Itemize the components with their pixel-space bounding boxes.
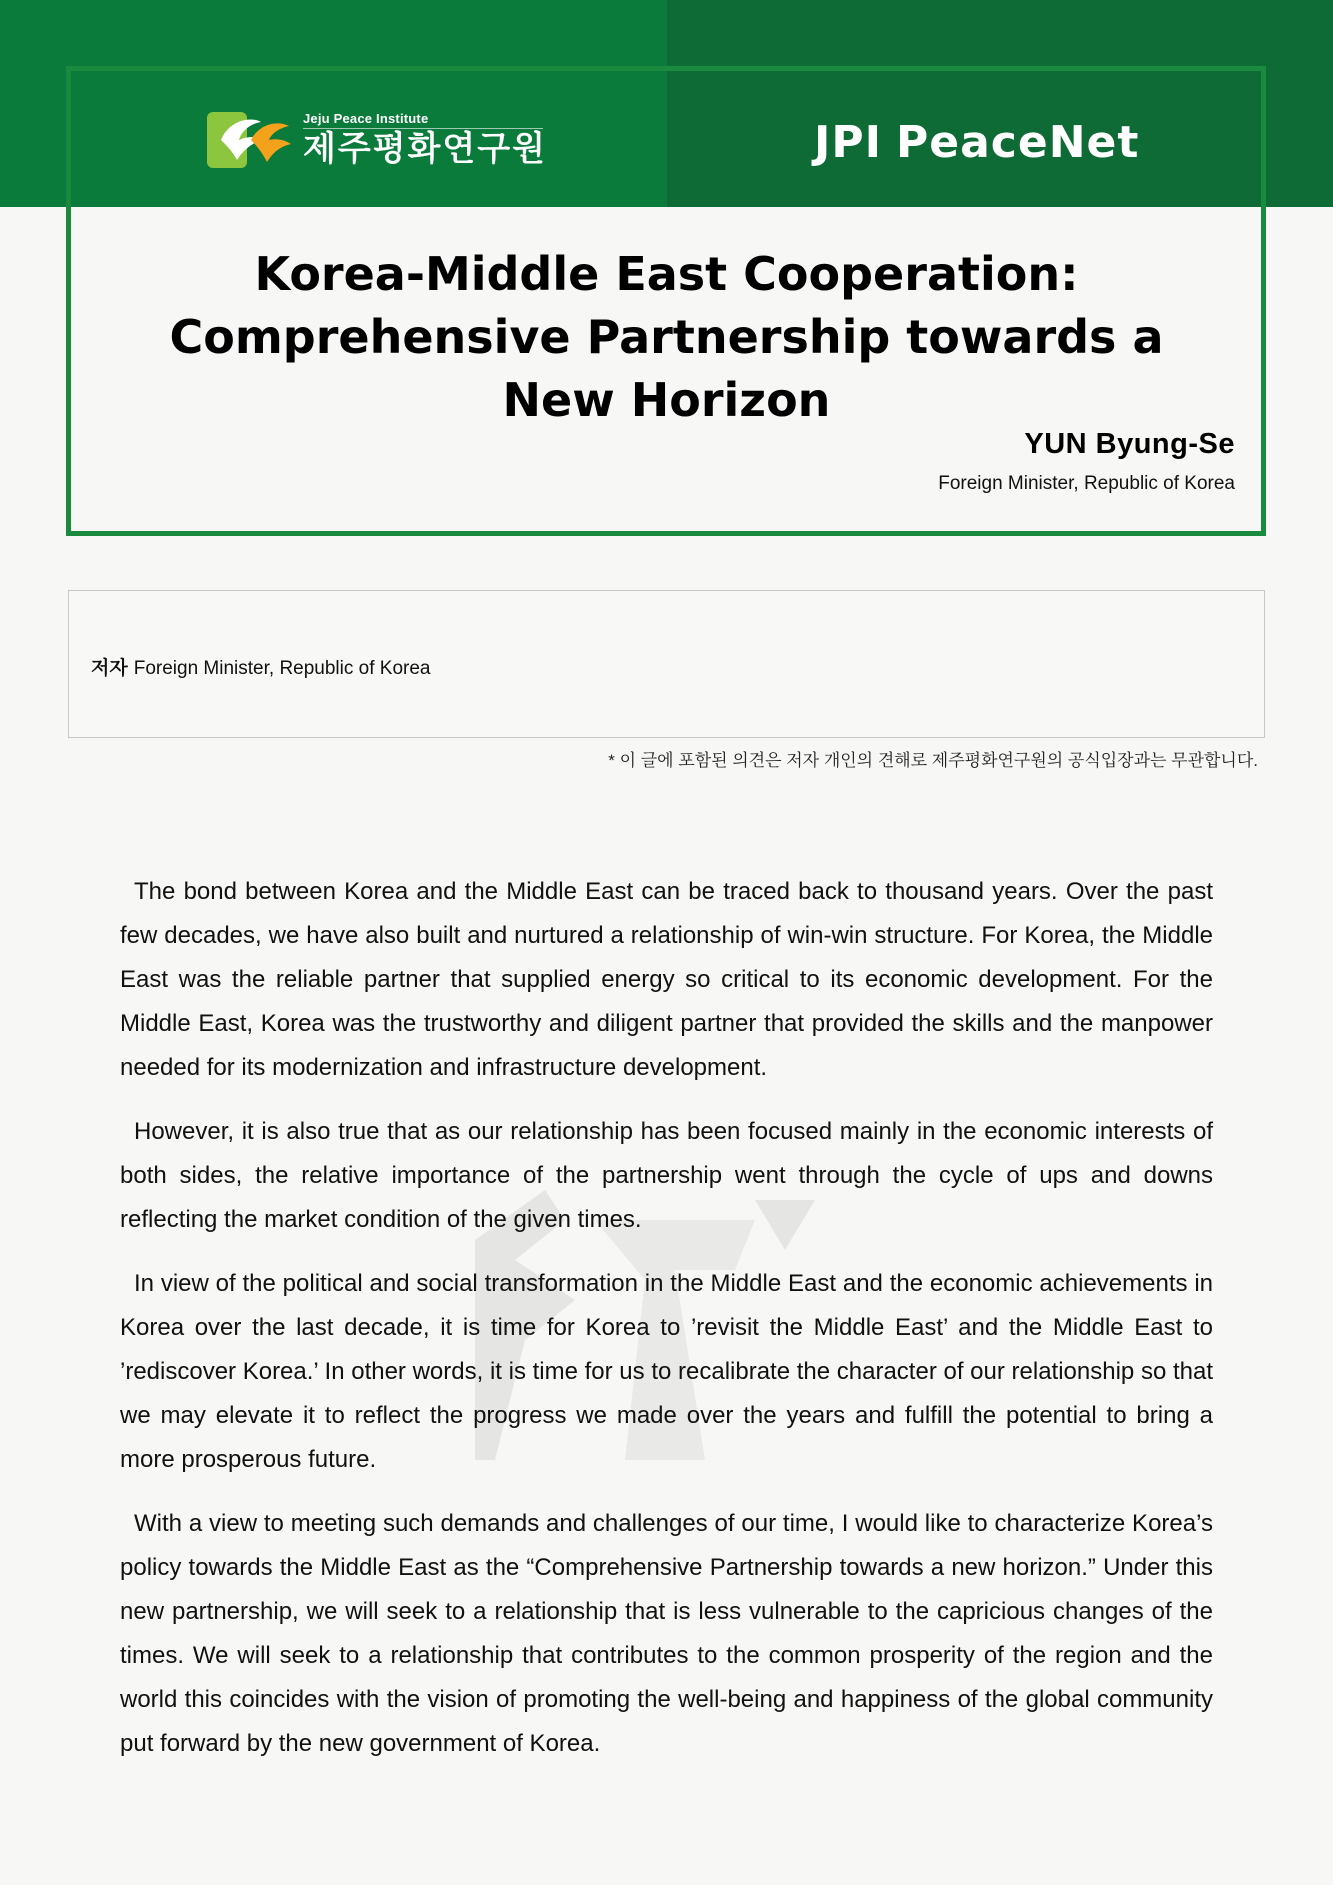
author-info-box [68, 590, 1265, 738]
jeju-peace-institute-logo [207, 110, 547, 170]
peacenet-wordmark: PeaceNet [896, 116, 1140, 168]
article-body [120, 870, 1213, 1786]
jpi-wordmark: JPI [814, 116, 882, 168]
peacenet-logo [814, 112, 1139, 172]
author-name: YUN Byung-Se [1024, 428, 1235, 460]
dove-logo-icon [207, 110, 293, 170]
body-paragraph: With a view to meeting such demands and challenges of our time, I would like to characterize Korea’s policy towards the Middle East as the “Comprehensive Partnership towards a new horizon.” Under this new partnership, we will seek to a relationship that is less vulnerable to the capricious changes of the times. We will seek to a relationship that contributes to the common prosperity of the region and the world this coincides with the vision of promoting the well-being and happiness of the global community put forward by the new government of Korea. [120, 1510, 1213, 1757]
author-role: Foreign Minister, Republic of Korea [938, 473, 1235, 494]
body-paragraph: However, it is also true that as our relationship has been focused mainly in the economic interests of both sides, the relative importance of the partnership went through the cycle of ups and downs reflecting the market condition of the given times. [120, 1118, 1213, 1233]
institute-name-en: Jeju Peace Institute [303, 111, 543, 129]
body-paragraph: The bond between Korea and the Middle East can be traced back to thousand years. Over the past few decades, we have also built and nurtured a relationship of win-win structure. For Korea, the Middle East was the reliable partner that supplied energy so critical to its economic development. For the Middle East, Korea was the trustworthy and diligent partner that provided the skills and the manpower needed for its modernization and infrastructure development. [120, 878, 1213, 1081]
author-description: Foreign Minister, Republic of Korea [133, 658, 431, 679]
author-info-line [91, 653, 430, 680]
author-label: 저자 [91, 658, 128, 679]
disclaimer-note: * 이 글에 포함된 의견은 저자 개인의 견해로 제주평화연구원의 공식입장과는 무관합니다. [608, 751, 1258, 770]
body-paragraph: In view of the political and social transformation in the Middle East and the economic achievements in Korea over the last decade, it is time for Korea to ’revisit the Middle East’ and the Middle East to ’rediscover Korea.’ In other words, it is time for us to recalibrate the character of our relationship so that we may elevate it to reflect the progress we made over the years and fulfill the potential to bring a more prosperous future. [120, 1270, 1213, 1473]
institute-name-ko: 제주평화연구원 [303, 130, 547, 168]
article-title: Korea-Middle East Cooperation: Comprehensive Partnership towards a New Horizon [169, 247, 1164, 427]
